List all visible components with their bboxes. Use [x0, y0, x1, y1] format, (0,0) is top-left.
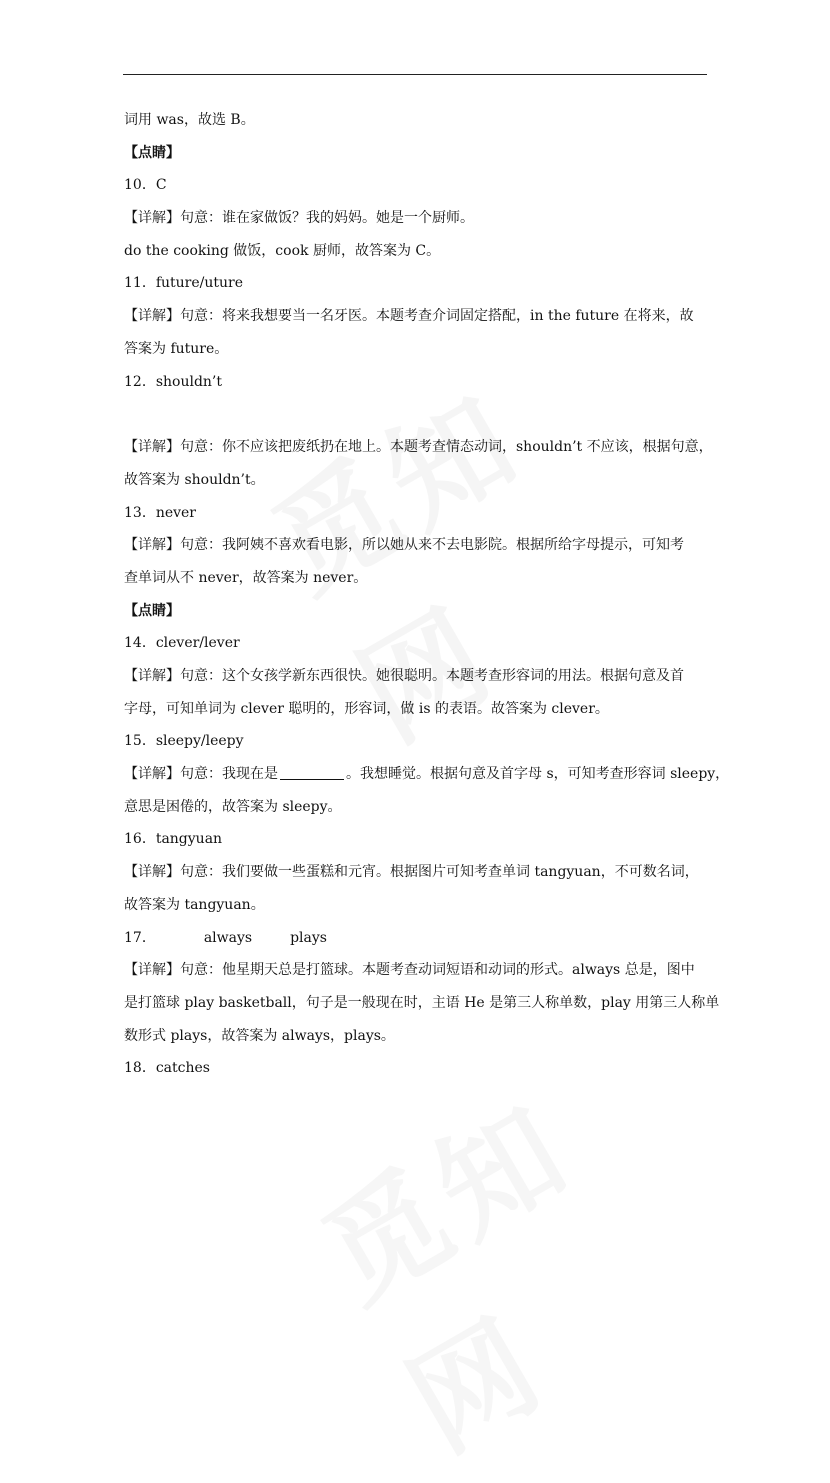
answer-word: always: [203, 929, 253, 946]
header-rule: [123, 74, 707, 75]
explanation-line: 意思是困倦的，故答案为 sleepy。: [124, 798, 342, 815]
explanation-line: 【详解】句意：我们要做一些蛋糕和元宵。根据图片可知考查单词 tangyuan，不可数名词，: [124, 864, 699, 881]
explanation-line: 字母，可知单词为 clever 聪明的，形容词，做 is 的表语。故答案为 clever。: [124, 700, 609, 717]
explanation-line: 故答案为 tangyuan。: [124, 896, 265, 913]
answer-10: 10．C: [124, 177, 167, 194]
blank-gap: [124, 398, 708, 431]
note-heading: 【点睛】: [124, 144, 180, 161]
answer-16: 16．tangyuan: [124, 831, 223, 848]
explanation-line: 【详解】句意：这个女孩学新东西很快。她很聪明。本题考查形容词的用法。根据句意及首: [124, 668, 684, 684]
text-segment: 。我想睡觉。根据句意及首字母 s，可知考查形容词 sleepy，: [346, 766, 730, 783]
note-heading: 【点睛】: [124, 602, 180, 619]
answer-12: 12．shouldn’t: [124, 373, 222, 390]
answer-13: 13．never: [124, 504, 197, 521]
answer-15: 15．sleepy/leepy: [124, 733, 244, 750]
fill-blank: [280, 765, 344, 780]
explanation-line: 【详解】句意：将来我想要当一名牙医。本题考查介词固定搭配，in the future 在将来，故: [124, 308, 694, 325]
explanation-line: 是打篮球 play basketball，句子是一般现在时，主语 He 是第三人称单数，play 用第三人称单: [124, 994, 720, 1011]
text-line: 词用 was，故选 B。: [124, 112, 255, 128]
explanation-line: 查单词从不 never，故答案为 never。: [124, 569, 368, 586]
explanation-line: 故答案为 shouldn’t。: [124, 471, 265, 488]
document-body: [124, 104, 730, 1085]
answer-11: 11．future/uture: [124, 275, 243, 292]
explanation-line: 【详解】句意：谁在家做饭？我的妈妈。她是一个厨师。: [124, 210, 474, 227]
text-segment: 【详解】句意：我现在是: [124, 766, 278, 783]
explanation-line: do the cooking 做饭，cook 厨师，故答案为 C。: [124, 242, 441, 259]
explanation-line: [124, 758, 730, 791]
explanation-line: 数形式 plays，故答案为 always，plays。: [124, 1027, 395, 1044]
explanation-line: 答案为 future。: [124, 340, 229, 357]
answer-17: [124, 922, 708, 955]
answer-18: 18．catches: [124, 1060, 210, 1077]
question-number: 17．: [124, 929, 156, 946]
answer-14: 14．clever/lever: [124, 635, 240, 652]
explanation-line: 【详解】句意：他星期天总是打篮球。本题考查动词短语和动词的形式。always 总是，图中: [124, 962, 695, 979]
explanation-line: 【详解】句意：我阿姨不喜欢看电影，所以她从来不去电影院。根据所给字母提示，可知考: [124, 537, 684, 554]
explanation-line: 【详解】句意：你不应该把废纸扔在地上。本题考查情态动词，shouldn’t 不应该，根据句意，: [124, 439, 713, 456]
answer-word: plays: [290, 929, 327, 946]
